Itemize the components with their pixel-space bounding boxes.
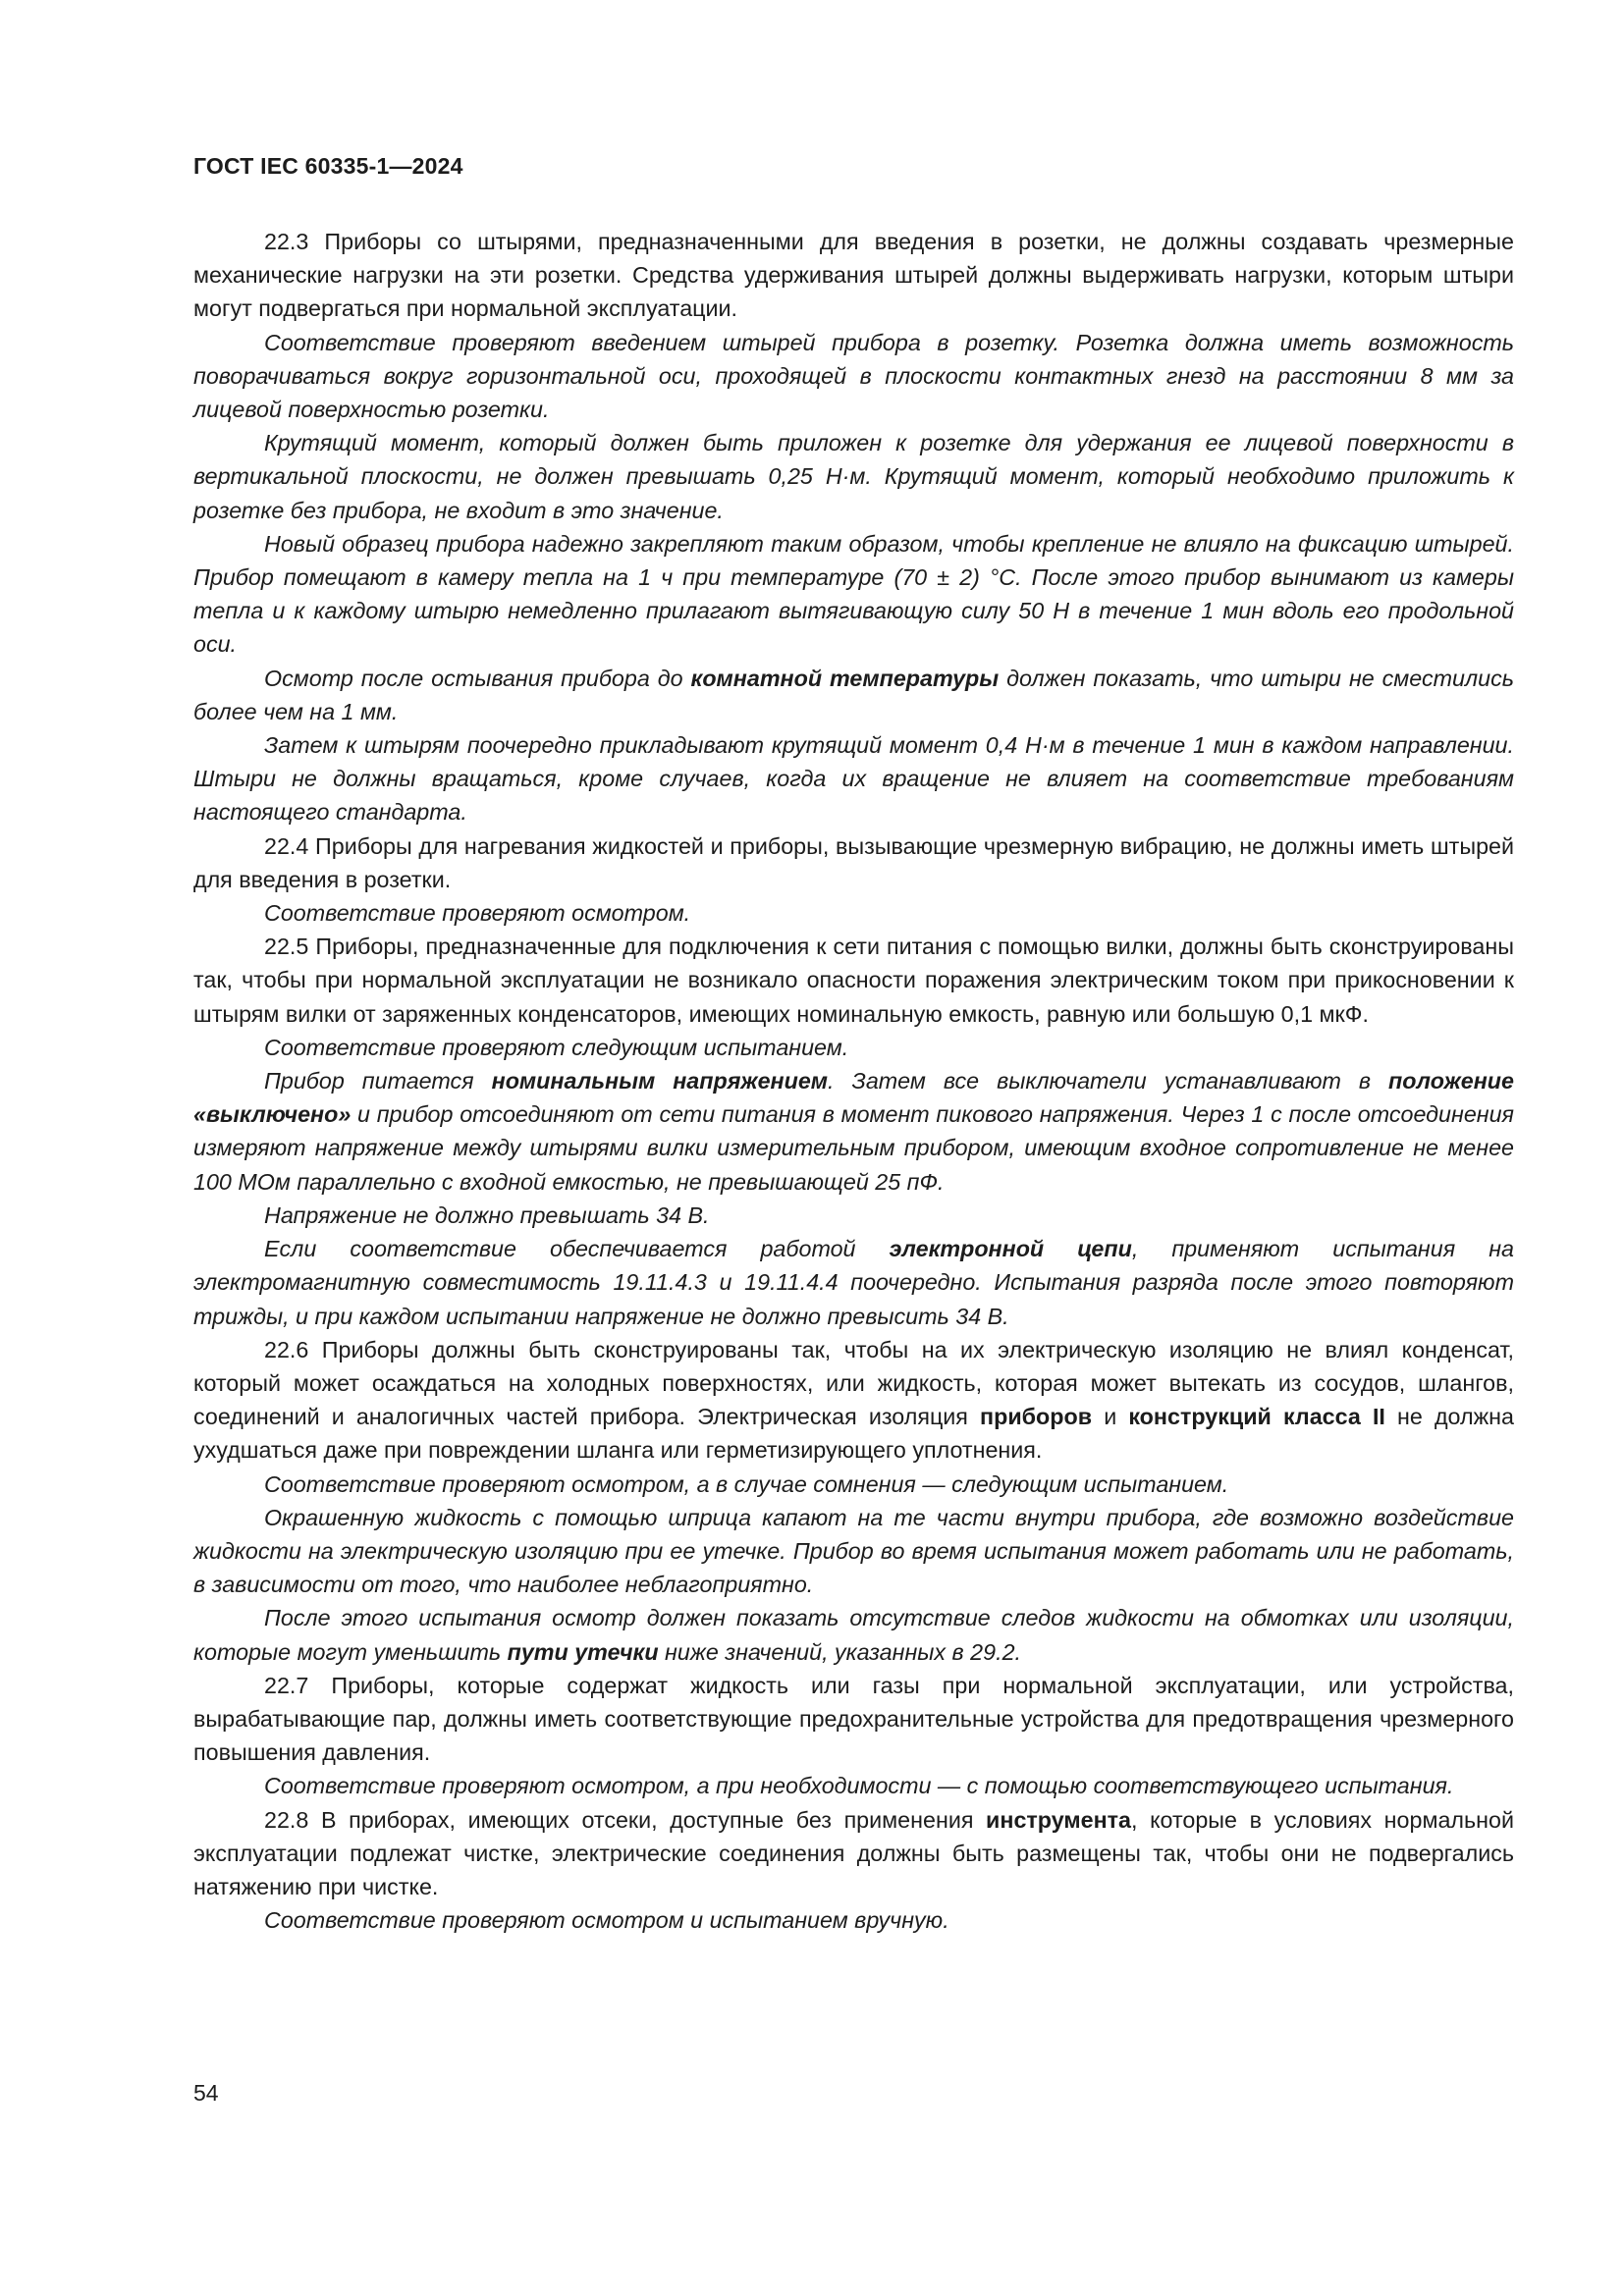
paragraph [193,1903,1514,1937]
text-run: Соответствие проверяют следующим испытанием. [264,1034,849,1060]
text-run: Соответствие проверяют введением штырей прибора в розетку. Розетка должна иметь возможность поворачиваться вокруг горизонтальной оси, проходящей в плоскости контактных гнезд на расстоянии 8 мм за лицевой поверхностью розетки. [193,329,1514,423]
text-run: 22.3 Приборы со штырями, предназначенными для введения в розетки, не должны создавать чрезмерные механические нагрузки на эти розетки. Средства удерживания штырей должны выдерживать нагрузки, которым штыри могут подвергаться при нормальной эксплуатации. [193,229,1514,322]
paragraph [193,896,1514,930]
text-run: Окрашенную жидкость с помощью шприца капают на те части внутри прибора, где возможно воздействие жидкости на электрическую изоляцию при ее утечке. Прибор во время испытания может работать или не работать, в зависимости от того, что наиболее неблагоприятно. [193,1504,1514,1598]
text-run: 22.6 Приборы должны быть сконструированы так, чтобы на их электрическую изоляцию не влиял конденсат, который может осаждаться на холодных поверхностях, или жидкость, которая может вытекать из сосудов, шлангов, соединений и аналогичных частей прибора. Электрическая изоляция [193,1336,1514,1430]
paragraph [193,662,1514,728]
text-run: Соответствие проверяют осмотром, а в случае сомнения — следующим испытанием. [264,1470,1229,1497]
paragraph [193,1601,1514,1668]
term-bold: инструмента [986,1806,1132,1833]
paragraph [193,829,1514,896]
text-run: Новый образец прибора надежно закрепляют таким образом, чтобы крепление не влияло на фиксацию штырей. Прибор помещают в камеру тепла на 1 ч при температуре (70 ± 2) °С. После этого прибор вынимают из камеры тепла и к каждому штырю немедленно прилагают вытягивающую силу 50 Н в течение 1 мин вдоль его продольной оси. [193,530,1514,658]
paragraph [193,1333,1514,1468]
paragraph [193,1501,1514,1602]
document-header: ГОСТ IEC 60335-1—2024 [193,153,463,179]
text-run: Напряжение не должно превышать 34 В. [264,1201,710,1228]
text-run: , которые в условиях нормальной эксплуатации подлежат чистке, электрические соединения должны быть размещены так, чтобы они не подвергались натяжению при чистке. [193,1806,1514,1899]
paragraph [193,225,1514,326]
paragraph [193,1769,1514,1802]
term-bold: положение «выключено» [193,1068,1514,1128]
term-bold: номинальным напряжением [491,1068,829,1095]
text-run: Соответствие проверяют осмотром и испытанием вручную. [264,1907,949,1934]
paragraph [193,930,1514,1031]
text-run: должен показать, что штыри не сместились более чем на 1 мм. [193,665,1514,724]
text-run: После этого испытания осмотр должен показать отсутствие следов жидкости на обмотках или изоляции, которые могут уменьшить [193,1605,1514,1665]
text-run: Прибор питается [264,1068,492,1095]
text-run: и [1092,1404,1129,1430]
text-run: ниже значений, указанных в 29.2. [658,1638,1021,1665]
paragraph [193,426,1514,527]
paragraph [193,1232,1514,1333]
text-run: Осмотр после остывания прибора до [264,665,691,691]
paragraph [193,1468,1514,1501]
text-run: и прибор отсоединяют от сети питания в момент пикового напряжения. Через 1 с после отсоединения измеряют напряжение между штырями вилки измерительным прибором, имеющим входное сопротивление не менее 100 МОм параллельно с входной емкостью, не превышающей 25 пФ. [193,1101,1514,1195]
term-bold: пути утечки [507,1638,659,1665]
text-run: 22.4 Приборы для нагревания жидкостей и приборы, вызывающие чрезмерную вибрацию, не должны иметь штырей для введения в розетки. [193,832,1514,892]
text-run: Затем к штырям поочередно прикладывают крутящий момент 0,4 Н·м в течение 1 мин в каждом направлении. Штыри не должны вращаться, кроме случаев, когда их вращение не влияет на соответствие требованиям настоящего стандарта. [193,732,1514,826]
paragraph [193,527,1514,662]
term-bold: приборов [980,1404,1093,1430]
text-run: 22.7 Приборы, которые содержат жидкость или газы при нормальной эксплуатации, или устройства, вырабатывающие пар, должны иметь соответствующие предохранительные устройства для предотвращения чрезмерного повышения давления. [193,1672,1514,1766]
paragraph [193,1803,1514,1904]
paragraph [193,1199,1514,1232]
document-body [193,225,1514,1937]
term-bold: конструкций класса II [1128,1404,1385,1430]
text-run: 22.5 Приборы, предназначенные для подключения к сети питания с помощью вилки, должны быть сконструированы так, чтобы при нормальной эксплуатации не возникало опасности поражения электрическим током при прикосновении к штырям вилки от заряженных конденсаторов, имеющих номинальную емкость, равную или большую 0,1 мкФ. [193,934,1514,1027]
paragraph [193,728,1514,829]
term-bold: комнатной температуры [690,665,1000,691]
text-run: , применяют испытания на электромагнитную совместимость 19.11.4.3 и 19.11.4.4 поочередно. Испытания разряда после этого повторяют трижды, и при каждом испытании напряжение не должно превысить 34 В. [193,1236,1514,1329]
text-run: Крутящий момент, который должен быть приложен к розетке для удержания ее лицевой поверхности в вертикальной плоскости, не должен превышать 0,25 Н·м. Крутящий момент, который необходимо приложить к розетке без прибора, не входит в это значение. [193,430,1514,523]
text-run: Если соответствие обеспечивается работой [264,1236,890,1262]
text-run: Соответствие проверяют осмотром. [264,900,691,927]
text-run: . Затем все выключатели устанавливают в [828,1068,1389,1095]
paragraph [193,1031,1514,1064]
text-run: не должна ухудшаться даже при повреждении шланга или герметизирующего уплотнения. [193,1404,1514,1464]
paragraph [193,326,1514,427]
paragraph [193,1064,1514,1199]
term-bold: электронной цепи [889,1236,1132,1262]
text-run: Соответствие проверяют осмотром, а при необходимости — с помощью соответствующего испытания. [264,1773,1454,1799]
page-number: 54 [193,2080,219,2106]
paragraph [193,1669,1514,1770]
text-run: 22.8 В приборах, имеющих отсеки, доступные без применения [264,1806,987,1833]
